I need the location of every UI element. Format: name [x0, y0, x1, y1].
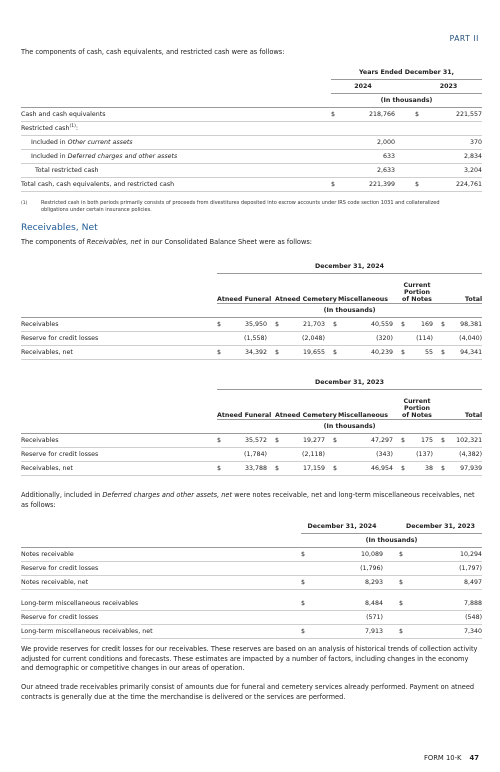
dollar-sign: $: [399, 597, 411, 611]
dollar-sign: $: [275, 318, 285, 332]
intro-italic: Receivables, net: [86, 238, 142, 246]
row-label-italic: Deferred charges and other assets: [67, 153, 178, 160]
notes-col-2024: December 31, 2024: [301, 520, 383, 534]
row-label: Cash and cash equivalents: [21, 108, 331, 122]
cell-value: 47,297: [343, 434, 393, 448]
cell-value: 10,089: [313, 548, 383, 562]
cell-value: 40,239: [343, 346, 393, 360]
cell-value: 94,341: [451, 346, 482, 360]
paragraph-text: were notes receivable, net and long-term miscellaneous receivables, net as follows:: [21, 491, 475, 509]
recv-2023-units: (In thousands): [323, 423, 376, 430]
table-row: [21, 548, 482, 562]
cell-value: 21,703: [285, 318, 325, 332]
cell-value: 7,888: [411, 597, 482, 611]
cell-value: 17,159: [285, 462, 325, 476]
cell-value: 10,294: [411, 548, 482, 562]
dollar-sign: $: [301, 597, 313, 611]
footnote-marker: (1): [69, 124, 76, 130]
cell-value: 97,939: [451, 462, 482, 476]
row-label: Total cash, cash equivalents, and restricted cash: [21, 178, 331, 192]
dollar-sign: $: [331, 178, 343, 192]
dollar-sign: $: [401, 434, 411, 448]
dollar-sign: $: [331, 108, 343, 122]
dollar-sign: $: [441, 462, 451, 476]
row-label-text: Restricted cash: [21, 125, 70, 133]
cell-value: 8,484: [313, 597, 383, 611]
row-label-suffix: :: [75, 125, 78, 133]
dollar-sign: $: [333, 318, 343, 332]
cell-value: 633: [343, 150, 395, 164]
cell-value: (320): [343, 332, 393, 346]
cell-value: 2,000: [343, 136, 395, 150]
table-row: [21, 462, 482, 476]
cash-intro: The components of cash, cash equivalents, and restricted cash were as follows:: [21, 48, 285, 56]
row-label: Reserve for credit losses: [21, 562, 301, 576]
table-row: [21, 448, 482, 462]
dollar-sign: $: [217, 318, 227, 332]
dollar-sign: $: [275, 434, 285, 448]
cash-table: [21, 66, 482, 192]
cell-value: 224,761: [427, 178, 482, 192]
cell-value: (2,118): [285, 448, 325, 462]
dollar-sign: $: [401, 346, 411, 360]
cell-value: 102,321: [451, 434, 482, 448]
closing-paragraph-2: Our atneed trade receivables primarily consist of amounts due for funeral and cemetery services already performed. Payment on atneed contracts is generally due at the time the merchandise is delivered or the services are performed.: [21, 683, 475, 701]
cell-value: 19,655: [285, 346, 325, 360]
dollar-sign: $: [301, 548, 313, 562]
dollar-sign: $: [333, 434, 343, 448]
cell-value: (1,796): [313, 562, 383, 576]
cell-value: 55: [411, 346, 433, 360]
closing-paragraph-1: We provide reserves for credit losses for our receivables. These reserves are based on an analysis of historical trends of collection activity adjusted for current conditions and forecasts. These estimates are impacted by a number of factors, including changes in the economy and demographic or competitive changes in our areas of operation.: [21, 645, 478, 673]
row-label: Receivables, net: [21, 462, 217, 476]
row-label: Total restricted cash: [21, 164, 331, 178]
cell-value: 98,381: [451, 318, 482, 332]
dollar-sign: $: [333, 346, 343, 360]
cell-value: (4,382): [451, 448, 482, 462]
page-footer: [424, 754, 479, 762]
dollar-sign: $: [401, 318, 411, 332]
section-title: Receivables, Net: [21, 222, 98, 233]
row-label: Reserve for credit losses: [21, 611, 301, 625]
table-row: [21, 332, 482, 346]
notes-receivable-table: [21, 520, 482, 639]
dollar-sign: $: [415, 108, 427, 122]
col-header-atneed-funeral: Atneed Funeral: [217, 390, 267, 420]
dollar-sign: $: [333, 462, 343, 476]
part-label: PART II: [449, 34, 479, 43]
table-row: [21, 178, 482, 192]
cell-value: (1,784): [227, 448, 267, 462]
cell-value: (2,048): [285, 332, 325, 346]
col-header-total: Total: [441, 390, 482, 420]
receivables-2024-table: [21, 260, 482, 360]
cell-value: (571): [313, 611, 383, 625]
col-header-total: Total: [441, 274, 482, 304]
dollar-sign: $: [399, 625, 411, 639]
table-row: [21, 434, 482, 448]
cell-value: (114): [411, 332, 433, 346]
cell-value: 370: [427, 136, 482, 150]
form-label: FORM 10-K: [423, 754, 462, 762]
cell-value: 8,497: [411, 576, 482, 590]
cell-value: 218,766: [343, 108, 395, 122]
cell-value: 8,293: [313, 576, 383, 590]
col-header-atneed-funeral: Atneed Funeral: [217, 274, 267, 304]
table-row: [21, 346, 482, 360]
paragraph-text: Additionally, included in: [21, 491, 103, 499]
dollar-sign: $: [301, 625, 313, 639]
row-label: [21, 136, 331, 150]
cell-value: 46,954: [343, 462, 393, 476]
cell-value: 7,913: [313, 625, 383, 639]
cell-value: 33,788: [227, 462, 267, 476]
table-row: [21, 164, 482, 178]
col-header-atneed-cemetery: Atneed Cemetery: [275, 390, 325, 420]
page-number: 47: [469, 754, 479, 762]
dollar-sign: $: [441, 434, 451, 448]
table-row: [21, 136, 482, 150]
dollar-sign: $: [441, 346, 451, 360]
row-label: Long-term miscellaneous receivables, net: [21, 625, 301, 639]
cash-col-2023: 2023: [415, 80, 482, 94]
col-header-current-portion: Current Portion of Notes: [401, 274, 433, 304]
table-row: [21, 611, 482, 625]
cash-units: (In thousands): [380, 97, 433, 104]
dollar-sign: $: [401, 462, 411, 476]
table-row: [21, 576, 482, 590]
row-label: [21, 122, 331, 136]
paragraph-italic: Deferred charges and other assets, net: [102, 491, 233, 499]
cash-col-2024: 2024: [331, 80, 395, 94]
row-label: Receivables: [21, 318, 217, 332]
cell-value: 2,834: [427, 150, 482, 164]
table-row: [21, 150, 482, 164]
dollar-sign: $: [217, 462, 227, 476]
cell-value: 34,392: [227, 346, 267, 360]
recv-2024-units: (In thousands): [323, 307, 376, 314]
table-row: [21, 562, 482, 576]
cell-value: 7,340: [411, 625, 482, 639]
cell-value: 3,204: [427, 164, 482, 178]
cell-value: 221,557: [427, 108, 482, 122]
row-label: Reserve for credit losses: [21, 448, 217, 462]
row-label: Receivables, net: [21, 346, 217, 360]
cell-value: 35,950: [227, 318, 267, 332]
row-label-italic: Other current assets: [67, 139, 133, 146]
cell-value: 35,572: [227, 434, 267, 448]
dollar-sign: $: [399, 576, 411, 590]
row-label-text: Included in: [31, 139, 68, 146]
table-row: [21, 108, 482, 122]
cash-group-header: Years Ended December 31,: [331, 66, 482, 80]
intro-text: in our Consolidated Balance Sheet were as follows:: [141, 238, 313, 246]
receivables-2023-table: [21, 376, 482, 476]
row-label: Long-term miscellaneous receivables: [21, 597, 301, 611]
col-header-miscellaneous: Miscellaneous: [333, 274, 393, 304]
dollar-sign: $: [275, 462, 285, 476]
cell-value: 169: [411, 318, 433, 332]
cell-value: (343): [343, 448, 393, 462]
col-header-miscellaneous: Miscellaneous: [333, 390, 393, 420]
row-label: [21, 150, 331, 164]
dollar-sign: $: [415, 178, 427, 192]
cell-value: 40,559: [343, 318, 393, 332]
dollar-sign: $: [217, 434, 227, 448]
additional-paragraph: [21, 491, 481, 510]
cell-value: 2,633: [343, 164, 395, 178]
row-label-text: Included in: [31, 153, 68, 160]
cell-value: (1,558): [227, 332, 267, 346]
row-label: Notes receivable: [21, 548, 301, 562]
table-row: [21, 597, 482, 611]
table-row: [21, 318, 482, 332]
cell-value: (137): [411, 448, 433, 462]
cell-value: 175: [411, 434, 433, 448]
row-label: Reserve for credit losses: [21, 332, 217, 346]
col-header-current-portion: Current Portion of Notes: [401, 390, 433, 420]
cell-value: (4,040): [451, 332, 482, 346]
table-row: [21, 122, 482, 136]
row-label: Receivables: [21, 434, 217, 448]
cell-value: 221,399: [343, 178, 395, 192]
cell-value: (548): [411, 611, 482, 625]
footnote-marker: (1): [21, 201, 28, 206]
intro-text: The components of: [21, 238, 87, 246]
dollar-sign: $: [399, 548, 411, 562]
dollar-sign: $: [217, 346, 227, 360]
row-label: Notes receivable, net: [21, 576, 301, 590]
recv-2023-date-header: December 31, 2023: [217, 376, 482, 390]
dollar-sign: $: [441, 318, 451, 332]
cell-value: 38: [411, 462, 433, 476]
cell-value: 19,277: [285, 434, 325, 448]
dollar-sign: $: [275, 346, 285, 360]
col-header-atneed-cemetery: Atneed Cemetery: [275, 274, 325, 304]
footnote-text: Restricted cash in both periods primarily consists of proceeds from divestitures deposited into escrow accounts under IRS code section 1031 and collateralized obligations under certain insurance policies.: [41, 200, 440, 213]
dollar-sign: $: [301, 576, 313, 590]
notes-units: (In thousands): [365, 537, 418, 544]
recv-2024-date-header: December 31, 2024: [217, 260, 482, 274]
table-row: [21, 625, 482, 639]
receivables-intro: [21, 238, 481, 248]
cell-value: (1,797): [411, 562, 482, 576]
notes-col-2023: December 31, 2023: [399, 520, 482, 534]
